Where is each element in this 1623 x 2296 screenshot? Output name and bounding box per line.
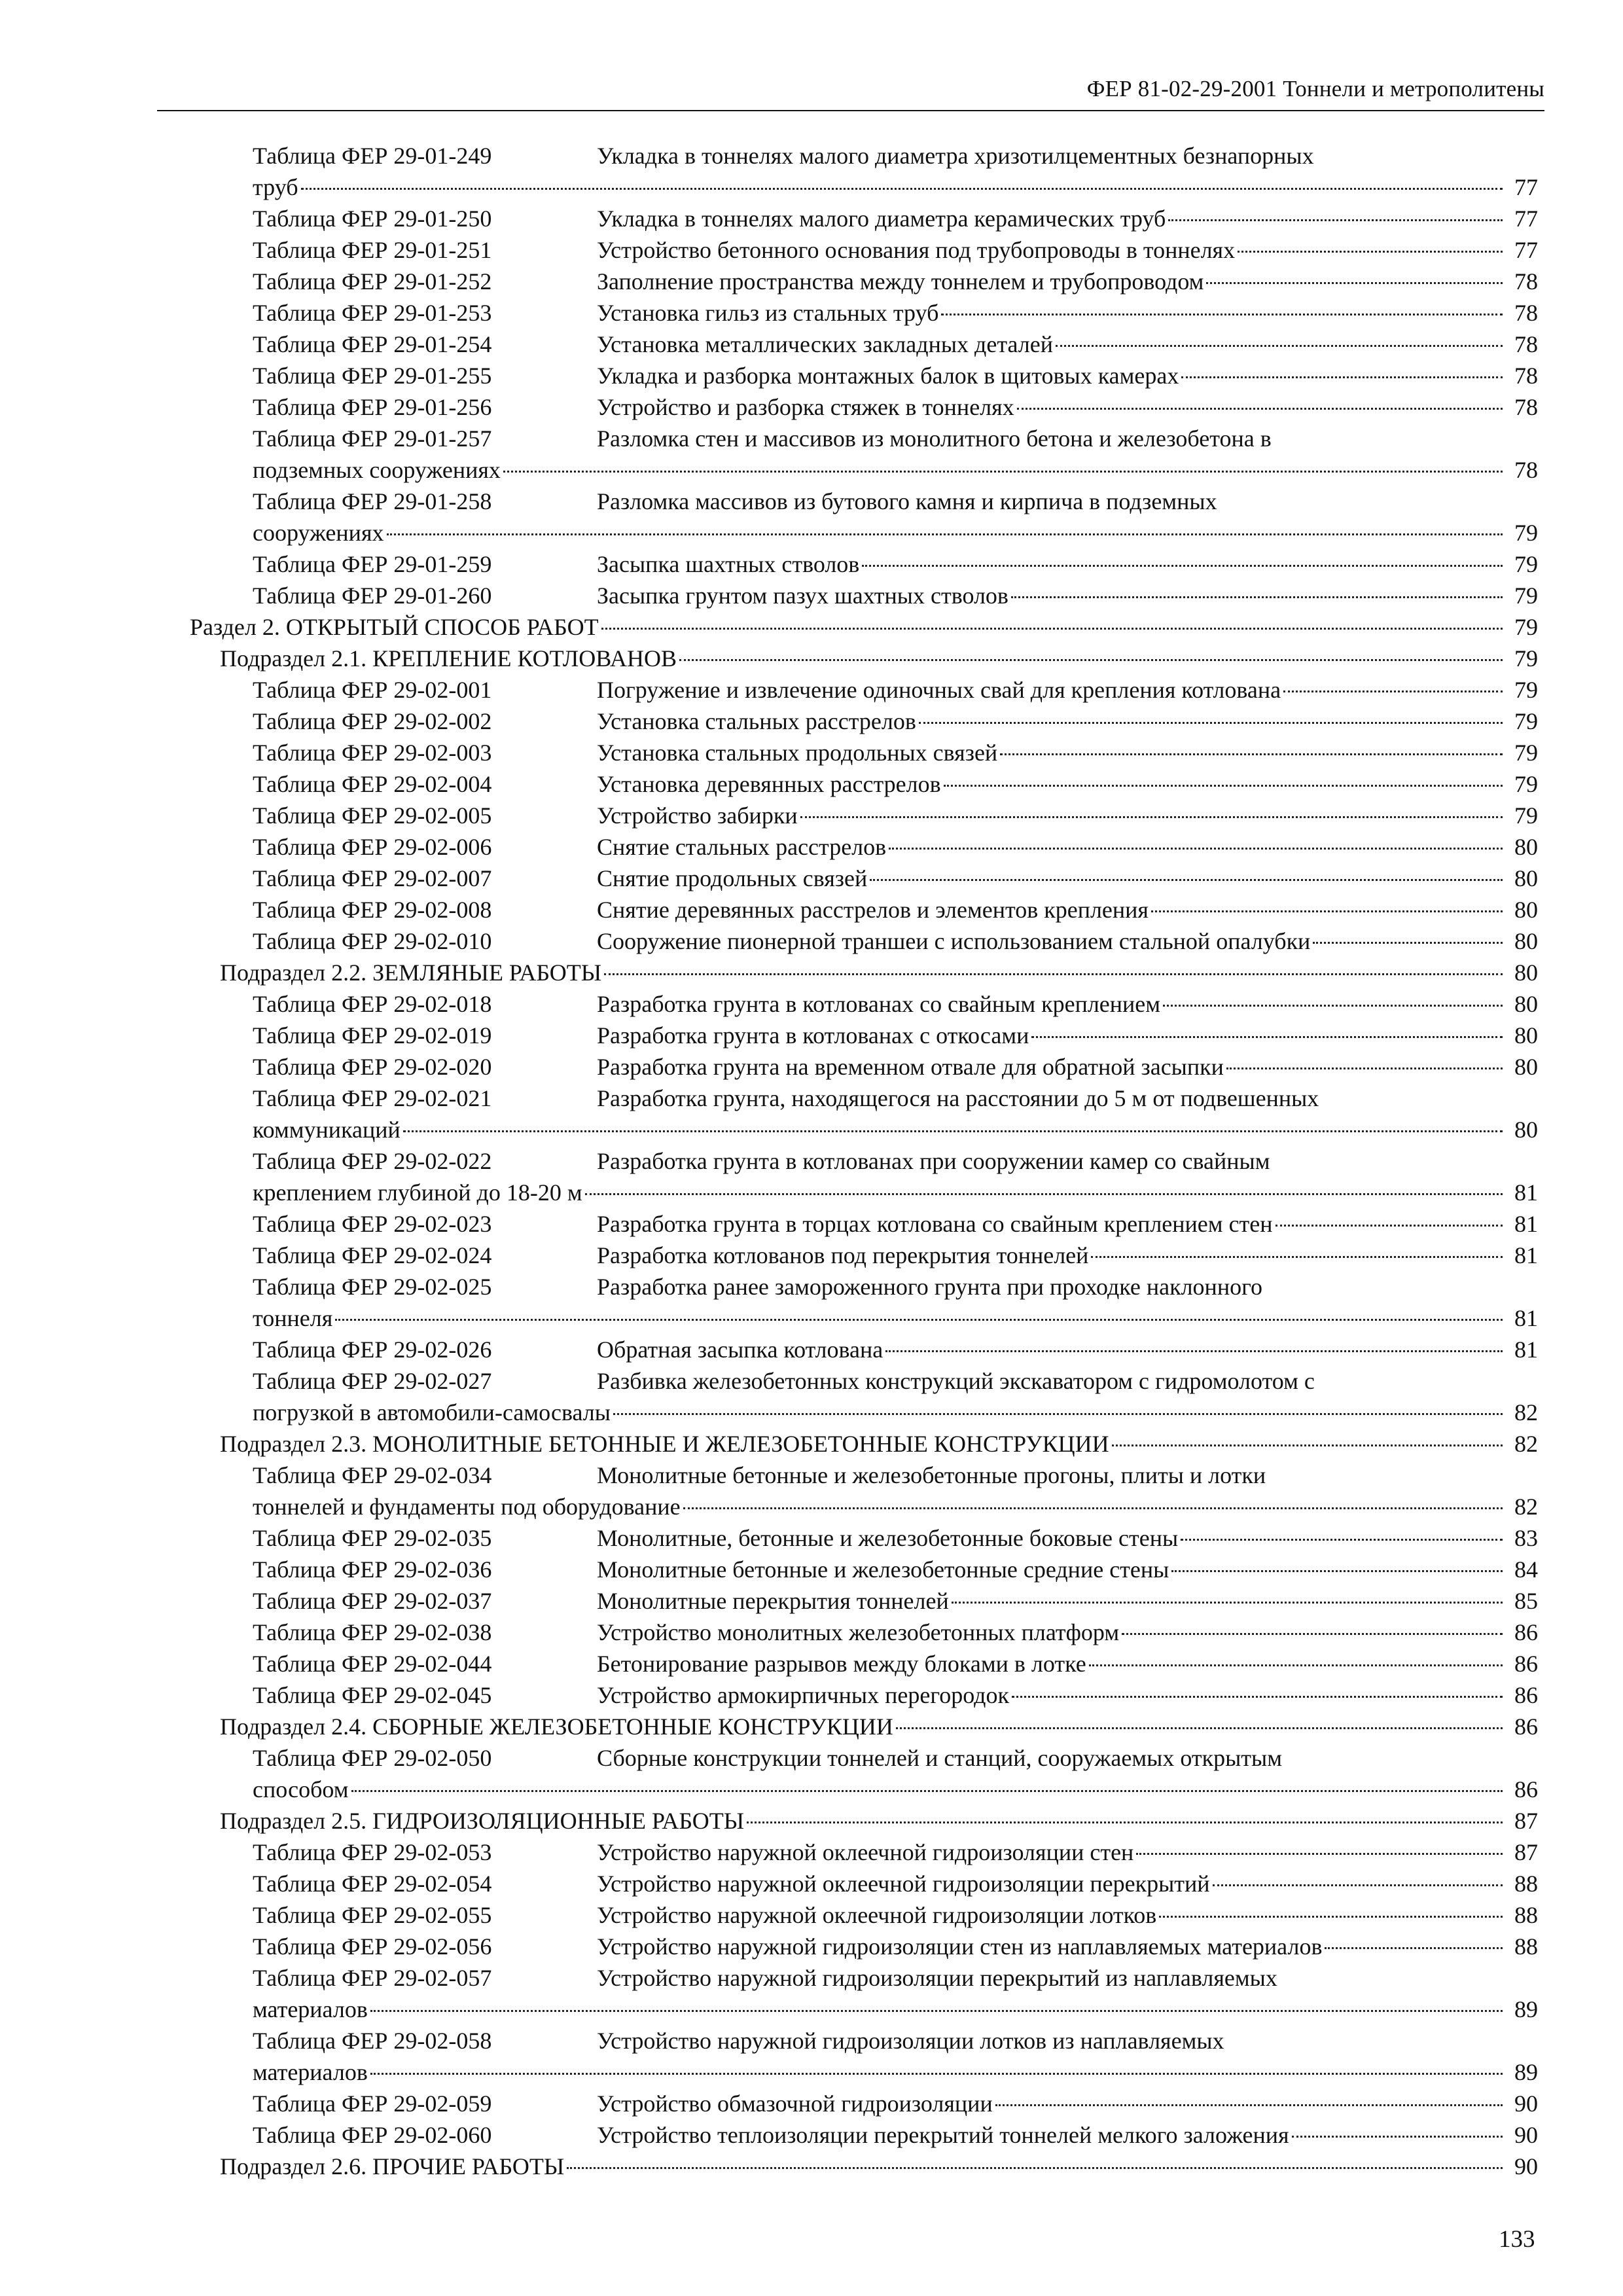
entry-code: Таблица ФЕР 29-02-006 <box>253 834 492 860</box>
toc-table-entry[interactable] <box>190 2088 1538 2119</box>
entry-title: Монолитные, бетонные и железобетонные боковые стены <box>597 1525 1179 1551</box>
entry-code: Таблица ФЕР 29-02-024 <box>253 1242 492 1268</box>
toc-subsection-entry[interactable] <box>190 1805 1538 1837</box>
dot-leader <box>896 1727 1503 1729</box>
subsection-title: Подраздел 2.1. КРЕПЛЕНИЕ КОТЛОВАНОВ <box>220 645 677 672</box>
entry-code: Таблица ФЕР 29-02-002 <box>253 708 492 734</box>
entry-code: Таблица ФЕР 29-02-038 <box>253 1619 492 1645</box>
entry-title: Установка стальных продольных связей <box>597 740 998 766</box>
entry-page: 84 <box>1514 1556 1538 1583</box>
entry-page: 82 <box>1514 1431 1538 1457</box>
entry-title-continuation: сооружениях <box>253 520 384 546</box>
entry-title: Разработка грунта, находящегося на расстоянии до 5 м от подвешенных <box>597 1085 1319 1111</box>
dot-leader <box>889 848 1503 850</box>
entry-title: Устройство бетонного основания под трубопроводы в тоннелях <box>597 237 1236 263</box>
entry-title: Устройство монолитных железобетонных платформ <box>597 1619 1120 1645</box>
entry-page: 86 <box>1514 1651 1538 1677</box>
toc-table-entry[interactable] <box>190 1051 1538 1083</box>
entry-code: Таблица ФЕР 29-02-054 <box>253 1871 492 1897</box>
toc-table-entry[interactable] <box>190 1240 1538 1271</box>
toc-table-entry[interactable] <box>190 1617 1538 1648</box>
toc-table-entry[interactable] <box>190 2025 1538 2088</box>
toc-subsection-entry[interactable] <box>190 643 1538 674</box>
entry-title-continuation: подземных сооружениях <box>253 457 501 483</box>
entry-code: Таблица ФЕР 29-01-253 <box>253 300 492 326</box>
dot-leader <box>885 1350 1503 1352</box>
entry-code: Таблица ФЕР 29-02-059 <box>253 2090 492 2117</box>
dot-leader <box>601 628 1503 630</box>
toc-subsection-entry[interactable] <box>190 2151 1538 2182</box>
entry-page: 86 <box>1514 1776 1538 1803</box>
entry-title: Установка металлических закладных деталей <box>597 331 1053 357</box>
toc-subsection-entry[interactable] <box>190 957 1538 988</box>
dot-leader <box>1056 345 1503 347</box>
dot-leader <box>1089 1664 1503 1666</box>
dot-leader <box>1011 596 1503 598</box>
entry-code: Таблица ФЕР 29-02-008 <box>253 897 492 923</box>
entry-page: 86 <box>1514 1713 1538 1740</box>
toc-table-entry[interactable] <box>190 925 1538 957</box>
entry-page: 88 <box>1514 1871 1538 1897</box>
dot-leader <box>604 973 1503 975</box>
toc-table-entry[interactable] <box>190 894 1538 925</box>
entry-page: 79 <box>1514 740 1538 766</box>
entry-page: 79 <box>1514 802 1538 829</box>
entry-page: 90 <box>1514 2122 1538 2148</box>
dot-leader <box>503 471 1503 473</box>
entry-code: Таблица ФЕР 29-02-023 <box>253 1211 492 1237</box>
dot-leader <box>1181 376 1503 378</box>
dot-leader <box>747 1821 1503 1823</box>
entry-title: Укладка и разборка монтажных балок в щитовых камерах <box>597 363 1179 389</box>
entry-page: 79 <box>1514 708 1538 734</box>
toc-table-entry[interactable] <box>190 360 1538 391</box>
entry-page: 78 <box>1514 331 1538 357</box>
entry-code: Таблица ФЕР 29-01-252 <box>253 268 492 295</box>
toc-table-entry[interactable] <box>190 800 1538 831</box>
dot-leader <box>1213 1884 1503 1886</box>
toc-table-entry[interactable] <box>190 1679 1538 1711</box>
entry-title: Сборные конструкции тоннелей и станций, сооружаемых открытым <box>597 1745 1282 1771</box>
entry-title: Устройство обмазочной гидроизоляции <box>597 2090 993 2117</box>
dot-leader <box>335 1319 1503 1321</box>
dot-leader <box>1275 1225 1503 1227</box>
entry-title: Разработка грунта на временном отвале для обратной засыпки <box>597 1054 1224 1080</box>
toc-table-entry[interactable] <box>190 1868 1538 1899</box>
toc-table-entry[interactable] <box>190 831 1538 863</box>
dot-leader <box>613 1413 1503 1415</box>
toc-table-entry[interactable] <box>190 1554 1538 1585</box>
entry-code: Таблица ФЕР 29-02-021 <box>253 1085 492 1111</box>
dot-leader <box>1151 910 1503 912</box>
entry-title: Сооружение пионерной траншеи с использованием стальной опалубки <box>597 928 1311 954</box>
entry-title: Бетонирование разрывов между блоками в лотке <box>597 1651 1086 1677</box>
entry-code: Таблица ФЕР 29-02-058 <box>253 2028 492 2054</box>
dot-leader <box>1012 1696 1503 1698</box>
entry-code: Таблица ФЕР 29-02-036 <box>253 1556 492 1583</box>
dot-leader <box>301 188 1503 190</box>
entry-page: 82 <box>1514 1494 1538 1520</box>
entry-title: Разработка грунта в котлованах со свайным креплением <box>597 991 1161 1017</box>
entry-title-continuation: коммуникаций <box>253 1117 401 1143</box>
dot-leader <box>1325 1947 1503 1949</box>
entry-page: 80 <box>1514 897 1538 923</box>
dot-leader <box>683 1507 1503 1509</box>
entry-page: 88 <box>1514 1933 1538 1960</box>
entry-title: Обратная засыпка котлована <box>597 1336 883 1363</box>
toc-table-entry[interactable] <box>190 1083 1538 1145</box>
entry-code: Таблица ФЕР 29-02-055 <box>253 1902 492 1928</box>
toc-table-entry[interactable] <box>190 234 1538 266</box>
toc-table-entry[interactable] <box>190 2119 1538 2151</box>
dot-leader <box>1171 1570 1503 1572</box>
entry-page: 79 <box>1514 583 1538 609</box>
toc-table-entry[interactable] <box>190 1899 1538 1931</box>
toc-table-entry[interactable] <box>190 1742 1538 1805</box>
dot-leader <box>1226 1067 1503 1069</box>
entry-page: 78 <box>1514 394 1538 420</box>
entry-title: Устройство и разборка стяжек в тоннелях <box>597 394 1014 420</box>
dot-leader <box>567 2167 1503 2169</box>
entry-page: 80 <box>1514 865 1538 891</box>
entry-page: 86 <box>1514 1682 1538 1708</box>
entry-title: Устройство наружной гидроизоляции перекрытий из наплавляемых <box>597 1965 1277 1991</box>
entry-page: 86 <box>1514 1619 1538 1645</box>
toc-table-entry[interactable] <box>190 737 1538 768</box>
entry-code: Таблица ФЕР 29-01-260 <box>253 583 492 609</box>
page-number: 133 <box>1499 2226 1535 2253</box>
entry-page: 77 <box>1514 237 1538 263</box>
toc-table-entry[interactable] <box>190 391 1538 423</box>
toc-table-entry[interactable] <box>190 1962 1538 2025</box>
entry-code: Таблица ФЕР 29-02-025 <box>253 1274 492 1300</box>
subsection-title: Подраздел 2.4. СБОРНЫЕ ЖЕЛЕЗОБЕТОННЫЕ КОНСТРУКЦИИ <box>220 1713 893 1740</box>
toc-table-entry[interactable] <box>190 423 1538 486</box>
entry-title: Устройство забирки <box>597 802 798 829</box>
dot-leader <box>870 879 1503 881</box>
dot-leader <box>370 2010 1503 2012</box>
entry-title: Укладка в тоннелях малого диаметра керамических труб <box>597 206 1166 232</box>
toc-table-entry[interactable] <box>190 988 1538 1020</box>
entry-title: Снятие продольных связей <box>597 865 868 891</box>
entry-title: Разработка ранее замороженного грунта при проходке наклонного <box>597 1274 1262 1300</box>
entry-page: 81 <box>1514 1211 1538 1237</box>
toc-table-entry[interactable] <box>190 203 1538 234</box>
entry-title: Разработка грунта в котлованах с откосами <box>597 1022 1029 1049</box>
toc-table-entry[interactable] <box>190 329 1538 360</box>
toc-table-entry[interactable] <box>190 548 1538 580</box>
subsection-title: Подраздел 2.2. ЗЕМЛЯНЫЕ РАБОТЫ <box>220 960 602 986</box>
entry-title: Устройство наружной гидроизоляции стен из наплавляемых материалов <box>597 1933 1323 1960</box>
entry-page: 79 <box>1514 614 1538 640</box>
entry-page: 79 <box>1514 771 1538 797</box>
entry-title: Устройство армокирпичных перегородок <box>597 1682 1009 1708</box>
entry-code: Таблица ФЕР 29-02-018 <box>253 991 492 1017</box>
toc-table-entry[interactable] <box>190 674 1538 706</box>
entry-code: Таблица ФЕР 29-02-027 <box>253 1368 492 1394</box>
dot-leader <box>351 1790 1503 1792</box>
toc-table-entry[interactable] <box>190 266 1538 297</box>
entry-page: 78 <box>1514 363 1538 389</box>
entry-title: Монолитные бетонные и железобетонные прогоны, плиты и лотки <box>597 1462 1266 1488</box>
entry-title: Установка стальных расстрелов <box>597 708 916 734</box>
entry-code: Таблица ФЕР 29-01-255 <box>253 363 492 389</box>
dot-leader <box>941 314 1503 315</box>
dot-leader <box>862 565 1503 567</box>
document-title: ФЕР 81-02-29-2001 Тоннели и метрополитены <box>1086 76 1544 101</box>
dot-leader <box>1000 753 1503 755</box>
entry-code: Таблица ФЕР 29-02-044 <box>253 1651 492 1677</box>
subsection-title: Подраздел 2.6. ПРОЧИЕ РАБОТЫ <box>220 2153 565 2179</box>
toc-table-entry[interactable] <box>190 1145 1538 1208</box>
entry-code: Таблица ФЕР 29-01-250 <box>253 206 492 232</box>
entry-title: Монолитные перекрытия тоннелей <box>597 1588 949 1614</box>
entry-title: Установка деревянных расстрелов <box>597 771 941 797</box>
toc-table-entry[interactable] <box>190 1365 1538 1428</box>
entry-page: 77 <box>1514 174 1538 200</box>
dot-leader <box>370 2073 1503 2075</box>
entry-code: Таблица ФЕР 29-02-060 <box>253 2122 492 2148</box>
dot-leader <box>387 533 1503 535</box>
dot-leader <box>1292 2136 1503 2138</box>
entry-code: Таблица ФЕР 29-02-035 <box>253 1525 492 1551</box>
toc-table-entry[interactable] <box>190 1931 1538 1962</box>
entry-title-continuation: способом <box>253 1776 349 1803</box>
entry-page: 80 <box>1514 1022 1538 1049</box>
entry-code: Таблица ФЕР 29-01-259 <box>253 551 492 577</box>
dot-leader <box>1206 282 1503 284</box>
entry-page: 80 <box>1514 928 1538 954</box>
dot-leader <box>1313 942 1503 944</box>
dot-leader <box>1136 1853 1503 1855</box>
entry-page: 82 <box>1514 1399 1538 1426</box>
entry-page: 80 <box>1514 1054 1538 1080</box>
entry-code: Таблица ФЕР 29-02-045 <box>253 1682 492 1708</box>
entry-title: Разработка грунта в котлованах при сооружении камер со свайным <box>597 1148 1270 1174</box>
entry-code: Таблица ФЕР 29-02-020 <box>253 1054 492 1080</box>
entry-title-continuation: материалов <box>253 2059 368 2085</box>
dot-leader <box>952 1602 1503 1604</box>
toc-subsection-entry[interactable] <box>190 1428 1538 1460</box>
entry-page: 90 <box>1514 2090 1538 2117</box>
entry-title: Устройство наружной оклеечной гидроизоляции лотков <box>597 1902 1157 1928</box>
entry-code: Таблица ФЕР 29-01-258 <box>253 488 492 514</box>
dot-leader <box>1091 1256 1503 1258</box>
dot-leader <box>585 1193 1503 1195</box>
dot-leader <box>944 785 1503 787</box>
subsection-title: Подраздел 2.5. ГИДРОИЗОЛЯЦИОННЫЕ РАБОТЫ <box>220 1808 745 1834</box>
entry-code: Таблица ФЕР 29-02-026 <box>253 1336 492 1363</box>
entry-code: Таблица ФЕР 29-01-254 <box>253 331 492 357</box>
entry-page: 88 <box>1514 1902 1538 1928</box>
toc-subsection-entry[interactable] <box>190 1711 1538 1742</box>
entry-title: Разработка котлованов под перекрытия тоннелей <box>597 1242 1089 1268</box>
toc-table-entry[interactable] <box>190 863 1538 894</box>
dot-leader <box>1159 1916 1503 1918</box>
toc-table-entry[interactable] <box>190 1837 1538 1868</box>
entry-title: Засыпка грунтом пазух шахтных стволов <box>597 583 1008 609</box>
entry-page: 81 <box>1514 1336 1538 1363</box>
dot-leader <box>1122 1633 1503 1635</box>
entry-page: 87 <box>1514 1839 1538 1865</box>
toc-table-entry[interactable] <box>190 1522 1538 1554</box>
dot-leader <box>1031 1036 1503 1038</box>
toc-table-entry[interactable] <box>190 768 1538 800</box>
toc-table-entry[interactable] <box>190 1020 1538 1051</box>
entry-page: 79 <box>1514 551 1538 577</box>
entry-title: Разломка массивов из бутового камня и кирпича в подземных <box>597 488 1217 514</box>
entry-page: 78 <box>1514 300 1538 326</box>
dot-leader <box>919 722 1503 724</box>
toc-table-entry[interactable] <box>190 486 1538 548</box>
entry-page: 89 <box>1514 1996 1538 2022</box>
running-header <box>157 73 1544 111</box>
entry-code: Таблица ФЕР 29-02-005 <box>253 802 492 829</box>
toc-table-entry[interactable] <box>190 140 1538 203</box>
entry-page: 81 <box>1514 1242 1538 1268</box>
entry-title-continuation: тоннелей и фундаменты под оборудование <box>253 1494 681 1520</box>
entry-page: 89 <box>1514 2059 1538 2085</box>
dot-leader <box>679 659 1503 661</box>
dot-leader <box>1283 691 1503 692</box>
entry-title: Разломка стен и массивов из монолитного бетона и железобетона в <box>597 425 1272 452</box>
toc-section-entry[interactable] <box>190 611 1538 643</box>
entry-title: Погружение и извлечение одиночных свай для крепления котлована <box>597 677 1281 703</box>
entry-page: 87 <box>1514 1808 1538 1834</box>
toc-table-entry[interactable] <box>190 580 1538 611</box>
entry-code: Таблица ФЕР 29-02-019 <box>253 1022 492 1049</box>
entry-page: 79 <box>1514 520 1538 546</box>
entry-code: Таблица ФЕР 29-01-257 <box>253 425 492 452</box>
entry-page: 80 <box>1514 960 1538 986</box>
entry-code: Таблица ФЕР 29-01-249 <box>253 143 492 169</box>
entry-code: Таблица ФЕР 29-02-057 <box>253 1965 492 1991</box>
dot-leader <box>1181 1539 1503 1541</box>
dot-leader <box>1112 1444 1503 1446</box>
entry-page: 81 <box>1514 1179 1538 1206</box>
entry-title: Устройство теплоизоляции перекрытий тоннелей мелкого заложения <box>597 2122 1289 2148</box>
entry-code: Таблица ФЕР 29-02-007 <box>253 865 492 891</box>
entry-title: Устройство наружной гидроизоляции лотков из наплавляемых <box>597 2028 1224 2054</box>
entry-title: Разработка грунта в торцах котлована со свайным креплением стен <box>597 1211 1273 1237</box>
dot-leader <box>1168 219 1503 221</box>
table-of-contents <box>190 140 1538 2182</box>
entry-page: 79 <box>1514 645 1538 672</box>
toc-table-entry[interactable] <box>190 1460 1538 1522</box>
dot-leader <box>403 1130 1503 1132</box>
entry-code: Таблица ФЕР 29-02-050 <box>253 1745 492 1771</box>
entry-code: Таблица ФЕР 29-02-001 <box>253 677 492 703</box>
entry-page: 78 <box>1514 268 1538 295</box>
entry-code: Таблица ФЕР 29-02-004 <box>253 771 492 797</box>
entry-title: Снятие деревянных расстрелов и элементов крепления <box>597 897 1149 923</box>
entry-code: Таблица ФЕР 29-01-256 <box>253 394 492 420</box>
toc-table-entry[interactable] <box>190 297 1538 329</box>
subsection-title: Подраздел 2.3. МОНОЛИТНЫЕ БЕТОННЫЕ И ЖЕЛЕЗОБЕТОННЫЕ КОНСТРУКЦИИ <box>220 1431 1109 1457</box>
entry-title-continuation: тоннеля <box>253 1305 333 1331</box>
dot-leader <box>1163 1005 1503 1007</box>
entry-page: 78 <box>1514 457 1538 483</box>
dot-leader <box>995 2104 1503 2106</box>
entry-title: Монолитные бетонные и железобетонные средние стены <box>597 1556 1169 1583</box>
entry-title-continuation: креплением глубиной до 18-20 м <box>253 1179 582 1206</box>
entry-title: Заполнение пространства между тоннелем и трубопроводом <box>597 268 1204 295</box>
entry-code: Таблица ФЕР 29-01-251 <box>253 237 492 263</box>
entry-code: Таблица ФЕР 29-02-022 <box>253 1148 492 1174</box>
entry-code: Таблица ФЕР 29-02-003 <box>253 740 492 766</box>
entry-code: Таблица ФЕР 29-02-037 <box>253 1588 492 1614</box>
entry-page: 85 <box>1514 1588 1538 1614</box>
entry-page: 80 <box>1514 991 1538 1017</box>
dot-leader <box>1238 251 1503 253</box>
entry-title-continuation: погрузкой в автомобили-самосвалы <box>253 1399 611 1426</box>
entry-page: 79 <box>1514 677 1538 703</box>
toc-table-entry[interactable] <box>190 1648 1538 1679</box>
toc-table-entry[interactable] <box>190 1208 1538 1240</box>
entry-page: 80 <box>1514 1117 1538 1143</box>
entry-title: Устройство наружной оклеечной гидроизоляции перекрытий <box>597 1871 1210 1897</box>
entry-code: Таблица ФЕР 29-02-010 <box>253 928 492 954</box>
entry-code: Таблица ФЕР 29-02-056 <box>253 1933 492 1960</box>
entry-code: Таблица ФЕР 29-02-053 <box>253 1839 492 1865</box>
dot-leader <box>1017 408 1503 410</box>
entry-page: 80 <box>1514 834 1538 860</box>
entry-title-continuation: труб <box>253 174 298 200</box>
toc-table-entry[interactable] <box>190 706 1538 737</box>
entry-title: Разбивка железобетонных конструкций экскаватором с гидромолотом с <box>597 1368 1315 1394</box>
section-title: Раздел 2. ОТКРЫТЫЙ СПОСОБ РАБОТ <box>190 614 599 640</box>
entry-title-continuation: материалов <box>253 1996 368 2022</box>
toc-table-entry[interactable] <box>190 1585 1538 1617</box>
dot-leader <box>800 816 1503 818</box>
entry-title: Снятие стальных расстрелов <box>597 834 887 860</box>
toc-table-entry[interactable] <box>190 1334 1538 1365</box>
entry-title: Укладка в тоннелях малого диаметра хризотилцементных безнапорных <box>597 143 1314 169</box>
entry-code: Таблица ФЕР 29-02-034 <box>253 1462 492 1488</box>
entry-page: 83 <box>1514 1525 1538 1551</box>
entry-title: Устройство наружной оклеечной гидроизоляции стен <box>597 1839 1134 1865</box>
entry-title: Засыпка шахтных стволов <box>597 551 860 577</box>
entry-page: 77 <box>1514 206 1538 232</box>
entry-title: Установка гильз из стальных труб <box>597 300 939 326</box>
entry-page: 90 <box>1514 2153 1538 2179</box>
entry-page: 81 <box>1514 1305 1538 1331</box>
toc-table-entry[interactable] <box>190 1271 1538 1334</box>
